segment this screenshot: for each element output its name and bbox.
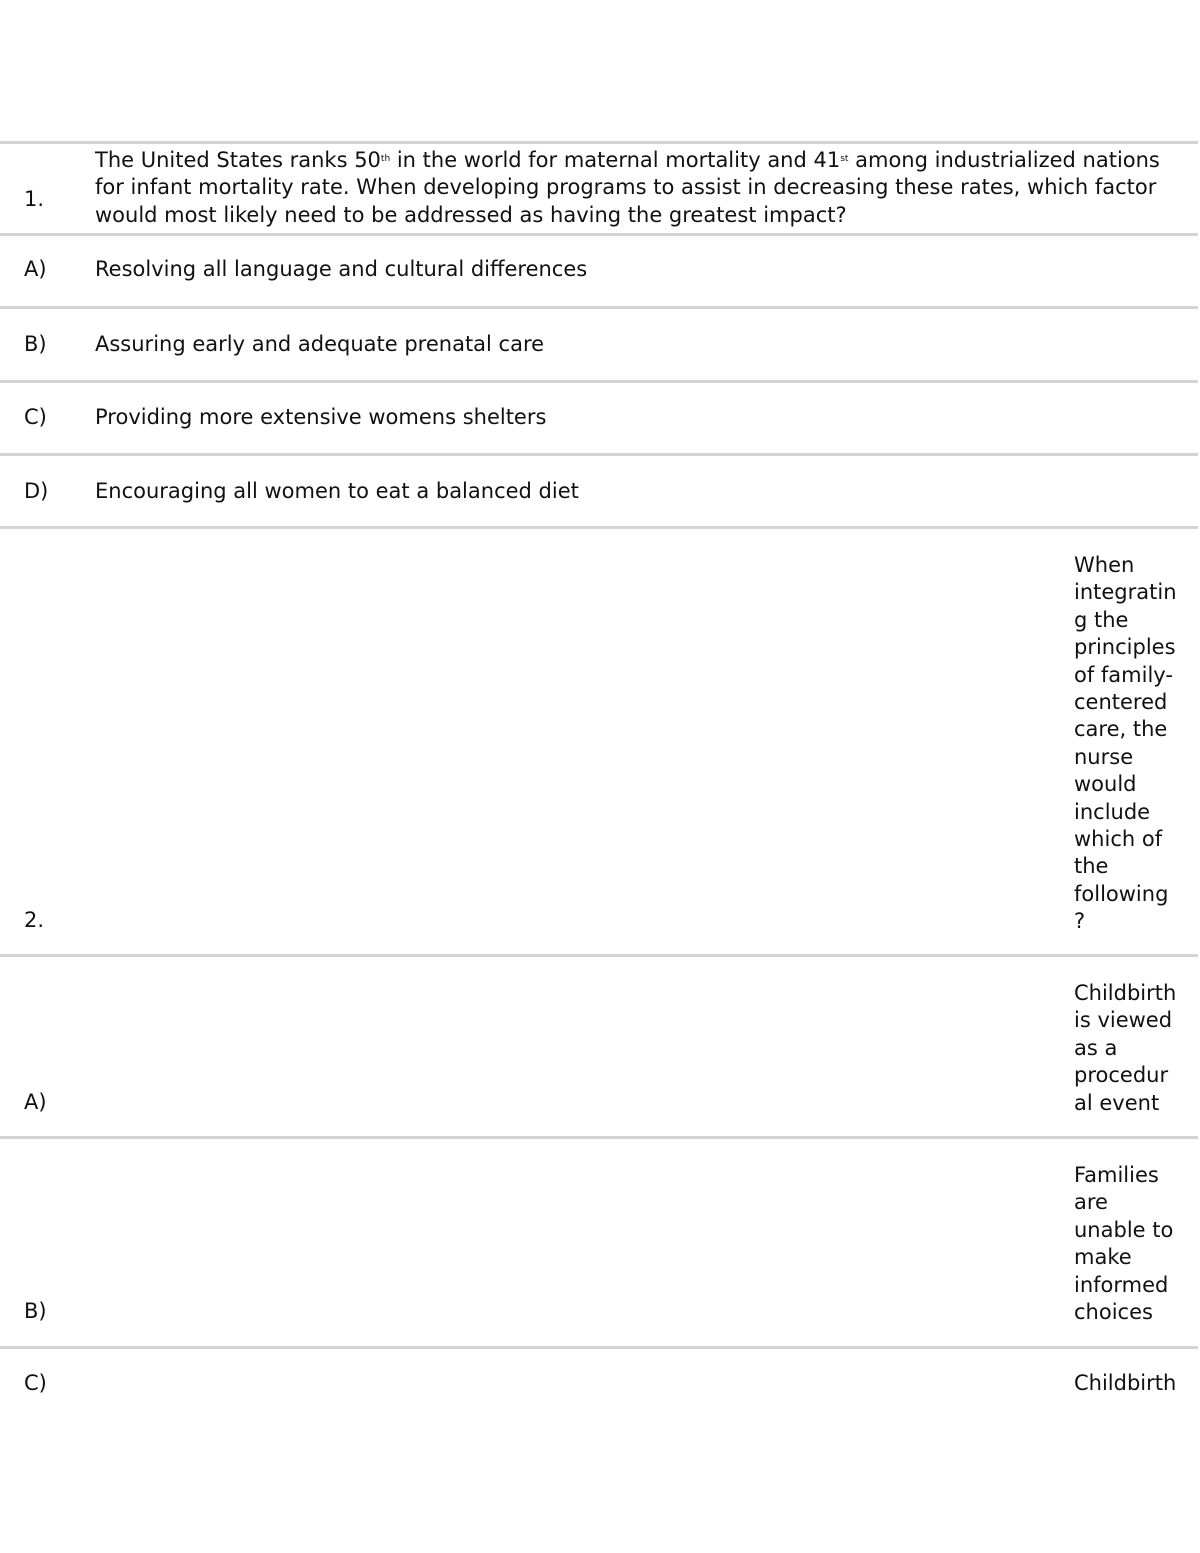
answer-option-b xyxy=(0,331,1198,361)
option-label: D) xyxy=(24,479,49,503)
option-label: B) xyxy=(24,1299,47,1323)
option-text: Childbirth is viewed as a procedur al event xyxy=(1074,981,1177,1115)
divider xyxy=(0,453,1198,456)
answer-option-b xyxy=(0,1161,1198,1341)
option-text: Resolving all language and cultural differences xyxy=(95,257,588,281)
option-label: C) xyxy=(24,405,47,429)
answer-option-d xyxy=(0,478,1198,508)
question-2-row xyxy=(0,551,1198,951)
divider xyxy=(0,954,1198,957)
divider xyxy=(0,306,1198,309)
question-number: 1. xyxy=(24,187,45,211)
divider xyxy=(0,1136,1198,1139)
option-label: A) xyxy=(24,257,47,281)
option-text: Childbirth xyxy=(1074,1371,1177,1395)
option-label: C) xyxy=(24,1371,47,1395)
question-number: 2. xyxy=(24,908,45,932)
question-1-row xyxy=(0,146,1198,232)
option-label: B) xyxy=(24,332,47,356)
option-text: Providing more extensive womens shelters xyxy=(95,405,547,429)
answer-option-c xyxy=(0,404,1198,434)
divider xyxy=(0,1346,1198,1349)
question-text: The United States ranks 50th in the world for maternal mortality and 41st among industrialized nations for infant mortality rate. When developing programs to assist in decreasing these rates, which factor would most likely need to be addressed as having the greatest impact? xyxy=(95,148,1160,227)
answer-option-a xyxy=(0,256,1198,286)
option-text: Families are unable to make informed choices xyxy=(1074,1163,1174,1325)
divider xyxy=(0,233,1198,236)
divider xyxy=(0,141,1198,144)
option-text: Assuring early and adequate prenatal care xyxy=(95,332,545,356)
divider xyxy=(0,526,1198,529)
answer-option-c xyxy=(0,1370,1198,1410)
option-text: Encouraging all women to eat a balanced diet xyxy=(95,479,579,503)
divider xyxy=(0,380,1198,383)
question-text: When integratin g the principles of family- centered care, the nurse would include which of the following ? xyxy=(1074,553,1177,934)
option-label: A) xyxy=(24,1090,47,1114)
answer-option-a xyxy=(0,979,1198,1129)
